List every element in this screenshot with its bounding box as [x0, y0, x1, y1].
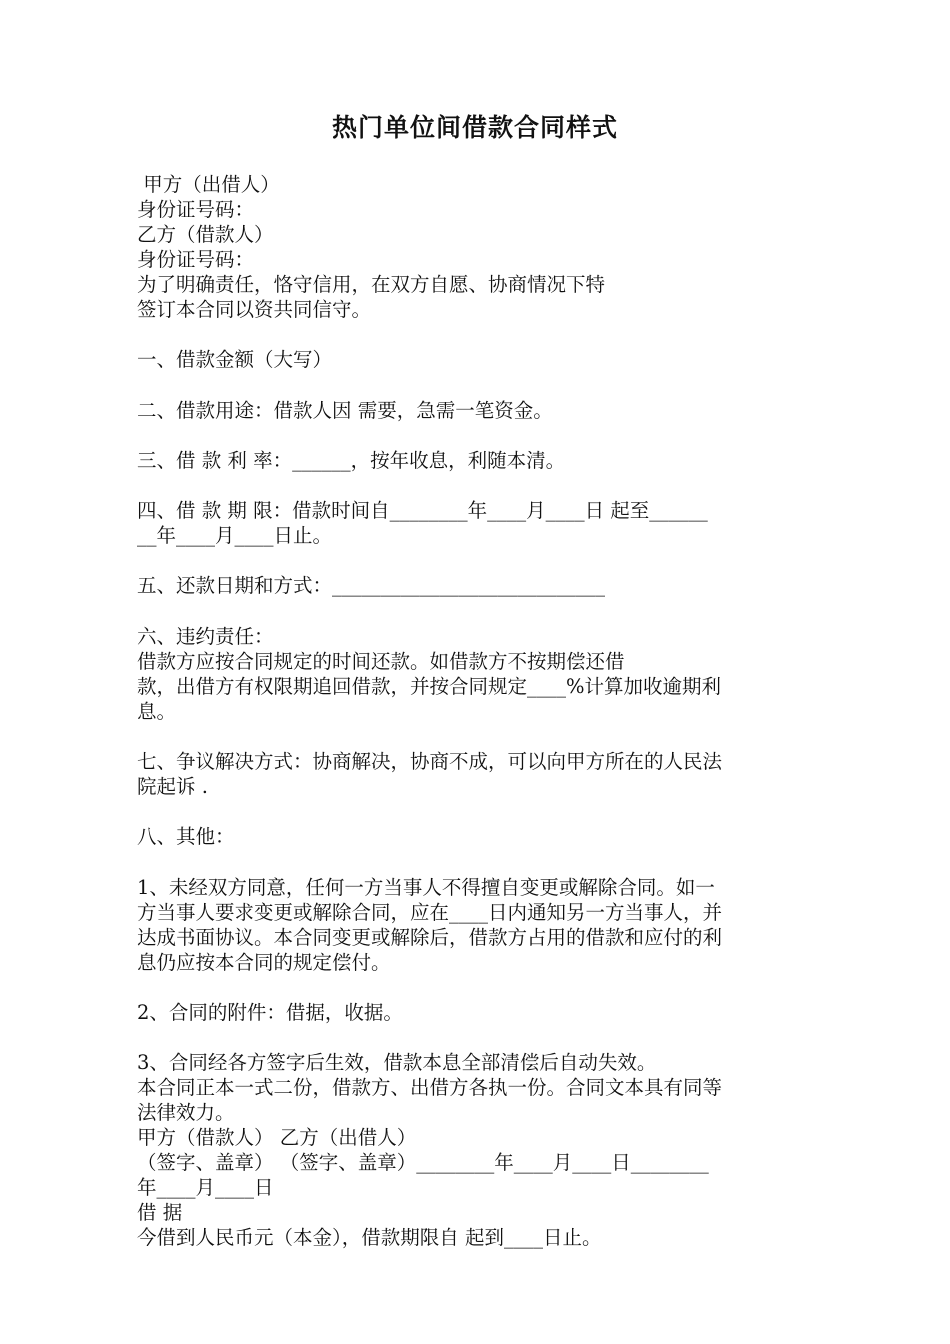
document-title: 热门单位间借款合同样式	[331, 113, 618, 142]
document-line: 身份证号码：	[137, 248, 255, 271]
blank-line	[137, 322, 817, 347]
blank-line	[137, 1025, 817, 1050]
document-line: 息。	[137, 699, 177, 723]
document-line: 借款方应按合同规定的时间还款。如借款方不按期偿还借	[137, 649, 625, 673]
document-line: 为了明确责任，恪守信用，在双方自愿、协商情况下特	[137, 273, 606, 296]
document-line: 今借到人民币元（本金），借款期限自 起到____日止。	[137, 1226, 602, 1250]
document-line: 方当事人要求变更或解除合同，应在____日内通知另一方当事人，并	[137, 900, 723, 924]
document-body	[137, 172, 817, 1250]
document-line: 五、还款日期和方式：____________________________	[137, 574, 606, 598]
blank-line	[137, 423, 817, 448]
document-line: 八、其他：	[137, 825, 235, 849]
document-line: （签字、盖章） （签字、盖章）________年____月____日________	[137, 1151, 709, 1175]
document-line: 甲方（借款人） 乙方（出借人）	[137, 1126, 417, 1150]
document-line: 三、借 款 利 率：______，按年收息，利随本清。	[137, 448, 566, 472]
blank-line	[137, 799, 817, 824]
document-line: 1、未经双方同意，任何一方当事人不得擅自变更或解除合同。如一	[137, 875, 715, 899]
blank-line	[137, 724, 817, 749]
document-line: 院起诉 .	[137, 775, 208, 799]
blank-line	[137, 849, 817, 874]
document-line: 3、合同经各方签字后生效，借款本息全部清偿后自动失效。	[137, 1051, 657, 1075]
document-line: 款，出借方有权限期追回借款，并按合同规定____%计算加收逾期利	[137, 674, 722, 698]
document-line: 法律效力。	[137, 1101, 235, 1125]
document-line: __年____月____日止。	[137, 524, 333, 548]
blank-line	[137, 975, 817, 1000]
document-line: 达成书面协议。本合同变更或解除后，借款方占用的借款和应付的利	[137, 925, 723, 949]
document-line: 二、借款用途：借款人因 需要，急需一笔资金。	[137, 398, 553, 422]
blank-line	[137, 598, 817, 623]
document-line: 2、合同的附件：借据，收据。	[137, 1000, 403, 1024]
document-line: 一、借款金额（大写）	[137, 348, 333, 372]
document-line: 四、借 款 期 限：借款时间自________年____月____日 起至______	[137, 499, 708, 523]
blank-line	[137, 548, 817, 573]
blank-line	[137, 473, 817, 498]
document-line: 七、争议解决方式：协商解决，协商不成，可以向甲方所在的人民法	[137, 750, 723, 774]
document-line: 签订本合同以资共同信守。	[137, 298, 372, 321]
document-line: 乙方（借款人）	[137, 223, 274, 246]
blank-line	[137, 372, 817, 397]
document-line: 年____月____日	[137, 1176, 274, 1200]
document-line: 本合同正本一式二份，借款方、出借方各执一份。合同文本具有同等	[137, 1076, 723, 1100]
document-line: 身份证号码：	[137, 198, 255, 221]
document-line: 息仍应按本合同的规定偿付。	[137, 950, 391, 974]
document-line: 甲方（出借人）	[137, 173, 280, 196]
document-line: 六、违约责任：	[137, 624, 274, 648]
document-line: 借 据	[137, 1201, 183, 1225]
